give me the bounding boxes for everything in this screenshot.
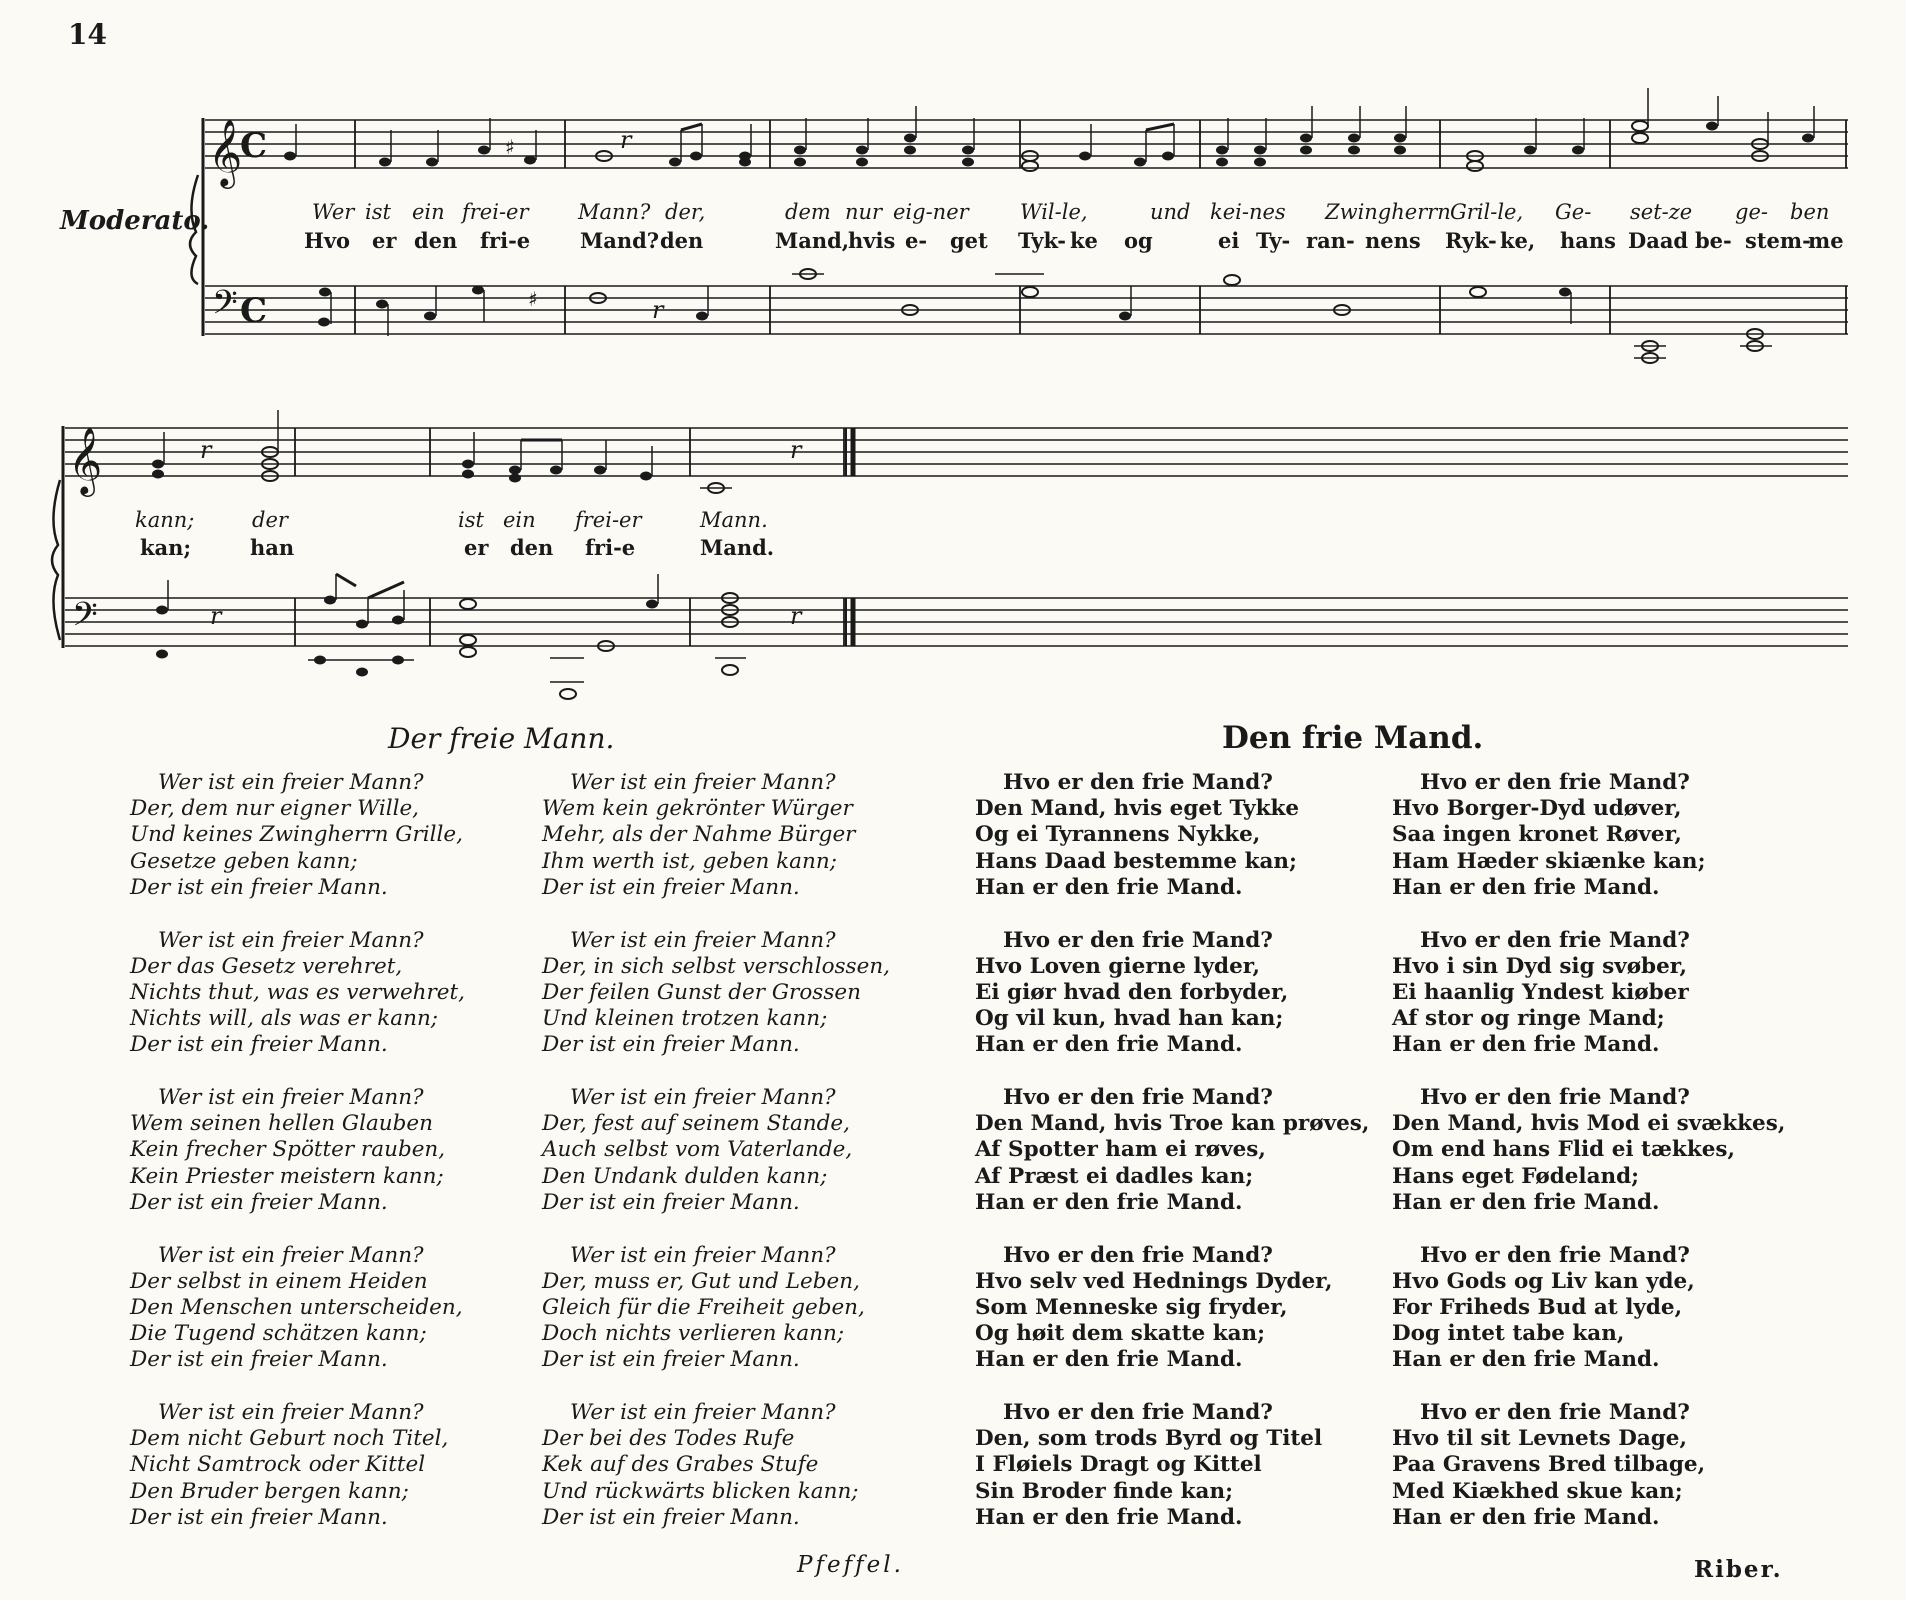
verse-line: Doch nichts verlieren kann;: [542, 1321, 845, 1347]
lyric-syllable: ist: [458, 508, 484, 532]
verse-line: Af Spotter ham ei røves,: [975, 1137, 1266, 1163]
verse-line: Den Bruder bergen kann;: [130, 1478, 409, 1504]
stanza: [542, 770, 890, 901]
system2-treble-stems: [164, 410, 652, 476]
verse-line: Der feilen Gunst der Grossen: [542, 979, 861, 1005]
rest-icon: r: [620, 126, 632, 154]
verse-line: Om end hans Flid ei tækkes,: [1392, 1137, 1735, 1163]
rest-icon: r: [652, 296, 664, 324]
lyric-syllable: e-: [905, 228, 928, 253]
verse-line: Wer ist ein freier Mann?: [570, 927, 836, 953]
system1-bass-halfnotes: [590, 269, 1763, 363]
verse-line: Hvo er den frie Mand?: [1420, 1400, 1690, 1426]
lyric-syllable: Mand,: [775, 228, 850, 253]
system1-bass-notes: [318, 286, 1571, 327]
verse-line: Med Kiækhed skue kan;: [1392, 1478, 1683, 1504]
bass-clef-icon: 𝄢: [212, 284, 238, 330]
verse-line: Und keines Zwingherrn Grille,: [130, 822, 463, 848]
lyric-syllable: ben: [1790, 200, 1830, 224]
verse-line: Die Tugend schätzen kann;: [130, 1321, 427, 1347]
lyric-syllable: kann;: [135, 508, 195, 532]
lyric-syllable: ein: [412, 200, 445, 224]
verse-line: Den Menschen unterscheiden,: [130, 1294, 463, 1320]
poem-da-column-1: [975, 770, 1369, 1558]
verse-line: Hvo er den frie Mand?: [1420, 1085, 1690, 1111]
verse-line: Hvo er den frie Mand?: [1420, 770, 1690, 795]
verse-line: Der ist ein freier Mann.: [130, 1189, 388, 1215]
music-score: [0, 0, 1906, 700]
ledger-lines-2: [308, 658, 746, 682]
verse-line: Den Mand, hvis Mod ei svækkes,: [1392, 1111, 1786, 1137]
lyric-syllable: den: [414, 228, 458, 253]
rest-icon: r: [790, 602, 802, 630]
verse-line: Den Mand, hvis Troe kan prøves,: [975, 1111, 1370, 1137]
verse-line: Dem nicht Geburt noch Titel,: [130, 1426, 449, 1452]
stanza: [130, 1400, 465, 1531]
verse-line: Den Mand, hvis eget Tykke: [975, 796, 1300, 822]
lyric-syllable: Wer: [312, 200, 355, 224]
verse-line: Hvo er den frie Mand?: [1420, 927, 1690, 953]
verse-line: Hvo er den frie Mand?: [1003, 1400, 1273, 1426]
lyric-syllable: stem-: [1745, 228, 1811, 253]
lyric-syllable: eig-ner: [893, 200, 969, 224]
system1-bass-staff: [205, 286, 1848, 334]
lyric-syllable: der: [252, 508, 288, 532]
verse-line: Saa ingen kronet Røver,: [1392, 822, 1682, 848]
stanza: [542, 928, 890, 1059]
stanza: [975, 770, 1369, 901]
lyric-syllable: er: [372, 228, 397, 253]
lyric-syllable: fri-e: [585, 535, 636, 560]
verse-line: Wer ist ein freier Mann?: [570, 1242, 836, 1268]
verse-line: Den Undank dulden kann;: [542, 1163, 828, 1189]
verse-line: Hvo er den frie Mand?: [1420, 1242, 1690, 1268]
verse-line: Som Menneske sig fryder,: [975, 1294, 1288, 1320]
verse-line: Ei giør hvad den forbyder,: [975, 979, 1289, 1005]
verse-line: Der, muss er, Gut und Leben,: [542, 1268, 860, 1294]
system2-bass-notes: [156, 596, 658, 677]
verse-line: Ihm werth ist, geben kann;: [542, 848, 837, 874]
lyric-syllable: ei: [1218, 228, 1240, 253]
rest-icon: r: [790, 436, 802, 464]
verse-line: Han er den frie Mand.: [975, 1504, 1243, 1530]
verse-line: Gleich für die Freiheit geben,: [542, 1294, 865, 1320]
stanza: [130, 1243, 465, 1374]
lyric-syllable: dem: [785, 200, 831, 224]
verse-line: Wer ist ein freier Mann?: [158, 927, 424, 953]
verse-line: Hvo selv ved Hednings Dyder,: [975, 1268, 1333, 1294]
page-number: 14: [68, 18, 107, 51]
stanza: [975, 928, 1369, 1059]
lyric-syllable: kei-nes: [1210, 200, 1286, 224]
verse-line: Wer ist ein freier Mann?: [158, 1400, 424, 1426]
system2-brace: [52, 480, 60, 640]
lyric-syllable: ke: [1070, 228, 1098, 253]
verse-line: Og høit dem skatte kan;: [975, 1321, 1266, 1347]
system2-bass-stems: [168, 574, 658, 624]
verse-line: Wer ist ein freier Mann?: [570, 1400, 836, 1426]
verse-line: Hvo Loven gierne lyder,: [975, 953, 1261, 979]
verse-line: Der, fest auf seinem Stande,: [542, 1111, 850, 1137]
verse-line: Wer ist ein freier Mann?: [158, 1085, 424, 1111]
verse-line: Der ist ein freier Mann.: [130, 874, 388, 900]
verse-line: Kein frecher Spötter rauben,: [130, 1137, 446, 1163]
stanza: [542, 1085, 890, 1216]
verse-line: Der ist ein freier Mann.: [542, 1032, 800, 1058]
stanza: [1392, 1085, 1785, 1216]
verse-line: Den, som trods Byrd og Titel: [975, 1426, 1323, 1452]
lyric-syllable: fri-e: [480, 228, 531, 253]
treble-clef-icon: 𝄞: [208, 118, 243, 186]
verse-line: Kein Priester meistern kann;: [130, 1163, 444, 1189]
verse-line: Af stor og ringe Mand;: [1392, 1006, 1665, 1032]
verse-line: Wem seinen hellen Glauben: [130, 1111, 433, 1137]
lyric-syllable: Wil-le,: [1020, 200, 1088, 224]
tempo-marking: Moderato.: [60, 206, 210, 236]
stanza: [542, 1400, 890, 1531]
verse-line: Og ei Tyrannens Nykke,: [975, 822, 1261, 848]
author-da: Riber.: [1694, 1556, 1783, 1583]
verse-line: Hans eget Fødeland;: [1392, 1163, 1640, 1189]
lyric-syllable: kan;: [140, 535, 192, 560]
verse-line: Der ist ein freier Mann.: [542, 1347, 800, 1373]
lyric-syllable: me: [1808, 228, 1844, 253]
verse-line: Han er den frie Mand.: [1392, 874, 1660, 900]
verse-line: Han er den frie Mand.: [1392, 1347, 1660, 1373]
verse-line: Han er den frie Mand.: [1392, 1504, 1660, 1530]
system1-treble-halfnotes: [596, 121, 1768, 171]
poem-title-de: Der freie Mann.: [388, 722, 615, 755]
stanza: [975, 1400, 1369, 1531]
verse-line: Paa Gravens Bred tilbage,: [1392, 1452, 1706, 1478]
lyric-syllable: Gril-le,: [1450, 200, 1524, 224]
lyric-syllable: hans: [1560, 228, 1616, 253]
verse-line: I Fløiels Dragt og Kittel: [975, 1452, 1262, 1478]
verse-line: Hvo er den frie Mand?: [1003, 927, 1273, 953]
sharp-icon: ♯: [528, 287, 538, 311]
lyric-syllable: Hvo: [304, 228, 351, 253]
stanza: [975, 1243, 1369, 1374]
verse-line: Der ist ein freier Mann.: [130, 1504, 388, 1530]
lyric-syllable: er: [464, 535, 489, 560]
rest-icon: r: [200, 436, 212, 464]
verse-line: Han er den frie Mand.: [1392, 1189, 1660, 1215]
lyric-syllable: Zwingherrn: [1325, 200, 1451, 224]
verse-line: Han er den frie Mand.: [975, 1032, 1243, 1058]
system2-treble-staff: [65, 428, 1848, 476]
lyric-syllable: ist: [365, 200, 391, 224]
lyric-syllable: nens: [1365, 228, 1421, 253]
bass-clef-icon: 𝄢: [72, 596, 98, 642]
verse-line: Wer ist ein freier Mann?: [570, 1085, 836, 1111]
verse-line: Sin Broder finde kan;: [975, 1478, 1234, 1504]
time-signature-treble: C: [240, 126, 268, 166]
verse-line: Ei haanlig Yndest kiøber: [1392, 979, 1689, 1005]
verse-line: Der das Gesetz verehret,: [130, 953, 403, 979]
lyric-syllable: be-: [1695, 228, 1732, 253]
verse-line: Hvo til sit Levnets Dage,: [1392, 1426, 1687, 1452]
lyric-syllable: nur: [845, 200, 883, 224]
lyric-syllable: der,: [665, 200, 706, 224]
verse-line: Ham Hæder skiænke kan;: [1392, 848, 1706, 874]
time-signature-bass: C: [240, 291, 268, 331]
stanza: [130, 770, 465, 901]
verse-line: Auch selbst vom Vaterlande,: [542, 1137, 853, 1163]
verse-line: Hvo i sin Dyd sig svøber,: [1392, 953, 1688, 979]
verse-line: Og vil kun, hvad han kan;: [975, 1006, 1284, 1032]
treble-clef-icon: 𝄞: [68, 426, 103, 494]
lyric-syllable: get: [950, 228, 988, 253]
lyric-syllable: ran-: [1306, 228, 1355, 253]
verse-line: Wer ist ein freier Mann?: [158, 770, 424, 795]
stanza: [130, 928, 465, 1059]
stanza: [1392, 770, 1785, 901]
system1-treble-stems: [296, 88, 1814, 162]
poem-title-da: Den frie Mand.: [1222, 720, 1484, 756]
lyric-syllable: ge-: [1735, 200, 1768, 224]
lyric-syllable: set-ze: [1630, 200, 1693, 224]
lyric-syllable: Mand.: [700, 535, 775, 560]
lyric-syllable: den: [510, 535, 554, 560]
verse-line: Der bei des Todes Rufe: [542, 1426, 795, 1452]
system2-treble-halfnotes: [262, 447, 724, 493]
verse-line: Hvo Borger-Dyd udøver,: [1392, 796, 1682, 822]
sharp-icon: ♯: [505, 135, 515, 159]
verse-line: Han er den frie Mand.: [1392, 1032, 1660, 1058]
stanza: [975, 1085, 1369, 1216]
lyric-syllable: Tyk-: [1018, 228, 1066, 253]
lyric-syllable: Ty-: [1256, 228, 1291, 253]
verse-line: Der ist ein freier Mann.: [542, 1189, 800, 1215]
verse-line: Der ist ein freier Mann.: [130, 1032, 388, 1058]
system1-bass-stems: [331, 286, 1571, 336]
verse-line: Nichts thut, was es verwehret,: [130, 979, 466, 1005]
stanza: [130, 1085, 465, 1216]
verse-line: Nicht Samtrock oder Kittel: [130, 1452, 426, 1478]
verse-line: Der, in sich selbst verschlossen,: [542, 953, 890, 979]
verse-line: Der ist ein freier Mann.: [542, 1504, 800, 1530]
system1-brace: [190, 175, 198, 284]
verse-line: Gesetze geben kann;: [130, 848, 358, 874]
lyric-syllable: Daad: [1628, 228, 1689, 253]
lyric-syllable: Mann?: [578, 200, 651, 224]
poem-da-column-2: [1392, 770, 1785, 1558]
lyric-syllable: ein: [503, 508, 536, 532]
lyric-syllable: ke,: [1500, 228, 1536, 253]
author-de: Pfeffel.: [797, 1552, 904, 1578]
verse-line: Der, dem nur eigner Wille,: [130, 796, 420, 822]
stanza: [1392, 1400, 1785, 1531]
lyric-syllable: hvis: [848, 228, 896, 253]
verse-line: Kek auf des Grabes Stufe: [542, 1452, 819, 1478]
verse-line: For Friheds Bud at lyde,: [1392, 1294, 1683, 1320]
verse-line: Wem kein gekrönter Würger: [542, 796, 853, 822]
verse-line: Nichts will, als was er kann;: [130, 1006, 439, 1032]
stanza: [1392, 1243, 1785, 1374]
verse-line: Han er den frie Mand.: [975, 874, 1243, 900]
verse-line: Af Præst ei dadles kan;: [975, 1163, 1254, 1189]
verse-line: Der selbst in einem Heiden: [130, 1268, 428, 1294]
poem-de-column-1: [130, 770, 465, 1558]
verse-line: Hans Daad bestemme kan;: [975, 848, 1297, 874]
verse-line: Der ist ein freier Mann.: [542, 874, 800, 900]
lyric-syllable: han: [250, 535, 295, 560]
system2-bass-staff: [65, 598, 1848, 646]
poem-de-column-2: [542, 770, 890, 1558]
lyric-syllable: og: [1124, 228, 1153, 253]
lyric-syllable: Mann.: [700, 508, 768, 532]
verse-line: Und kleinen trotzen kann;: [542, 1006, 828, 1032]
verse-line: Hvo er den frie Mand?: [1003, 1242, 1273, 1268]
system1-barlines: [355, 120, 1846, 334]
lyric-syllable: Ryk-: [1445, 228, 1497, 253]
final-double-bar: [846, 428, 853, 646]
lyric-syllable: und: [1150, 200, 1191, 224]
verse-line: Wer ist ein freier Mann?: [570, 770, 836, 795]
rest-icon: r: [210, 602, 222, 630]
verse-line: Wer ist ein freier Mann?: [158, 1242, 424, 1268]
lyric-syllable: frei-er: [462, 200, 529, 224]
verse-line: Mehr, als der Nahme Bürger: [542, 822, 856, 848]
lyric-syllable: frei-er: [575, 508, 642, 532]
lyric-syllable: den: [660, 228, 704, 253]
verse-line: Und rückwärts blicken kann;: [542, 1478, 859, 1504]
lyric-syllable: Ge-: [1555, 200, 1592, 224]
verse-line: Han er den frie Mand.: [975, 1347, 1243, 1373]
stanza: [1392, 928, 1785, 1059]
system2-treble-notes: [152, 460, 652, 483]
verse-line: Han er den frie Mand.: [975, 1189, 1243, 1215]
verse-line: Der ist ein freier Mann.: [130, 1347, 388, 1373]
verse-line: Hvo Gods og Liv kan yde,: [1392, 1268, 1695, 1294]
lyric-syllable: Mand?: [580, 228, 660, 253]
verse-line: Dog intet tabe kan,: [1392, 1321, 1625, 1347]
verse-line: Hvo er den frie Mand?: [1003, 770, 1273, 795]
stanza: [542, 1243, 890, 1374]
verse-line: Hvo er den frie Mand?: [1003, 1085, 1273, 1111]
